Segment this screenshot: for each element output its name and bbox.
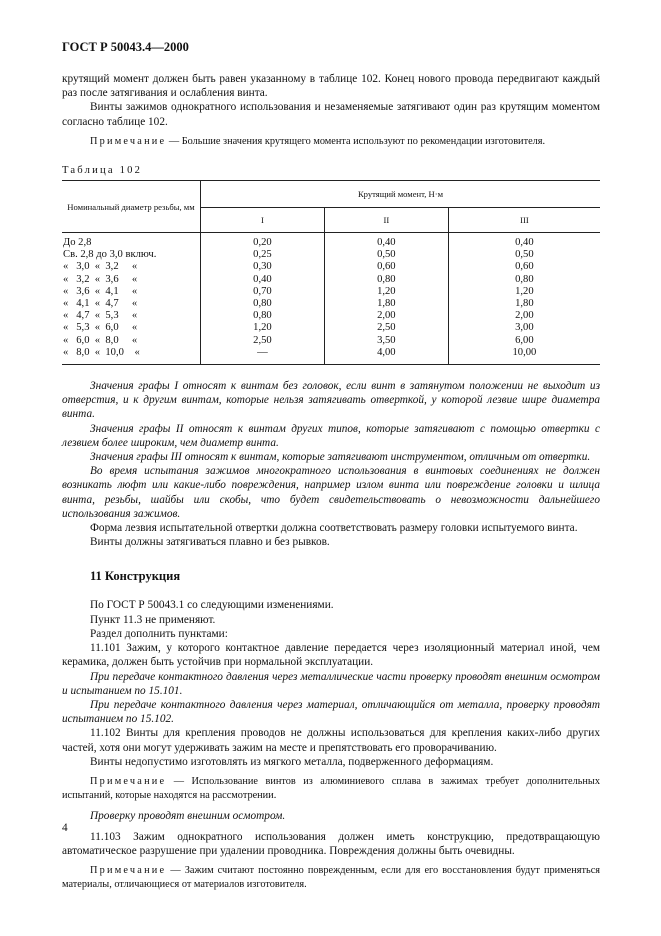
torque-i-cell: 0,80 — [201, 298, 325, 310]
torque-i-cell: 0,40 — [201, 274, 325, 286]
table-row — [62, 310, 600, 322]
paragraph: По ГОСТ Р 50043.1 со следующими изменениями. — [90, 599, 334, 612]
note — [62, 864, 600, 892]
paragraph: Винты недопустимо изготовлять из мягкого металла, подверженного деформациям. — [90, 755, 494, 768]
torque-ii-cell: 0,80 — [324, 274, 448, 286]
torque-iii-cell: 0,40 — [515, 237, 534, 249]
torque-ii-cell: 3,50 — [324, 335, 448, 347]
torque-ii-cell: 2,00 — [324, 310, 448, 322]
diameter-cell: « 6,0 « 8,0 « — [62, 335, 201, 347]
column-header-diameter: Номинальный диаметр резьбы, мм — [62, 181, 201, 233]
paragraph: Во время испытания зажимов многократного использования в винтовых соединениях не должен возникать люфт или какие-либо повреждения, например излом винта или повреждение головки и шлица винта, резьбы, шайбы или скобы, что будет свидетельствовать о невозможности дальнейшего использования зажимов. — [62, 465, 600, 520]
torque-ii-cell: 2,50 — [324, 322, 448, 334]
table-body — [62, 233, 600, 365]
paragraph: При передаче контактного давления через металлические части проверку проводят внешним осмотром и испытанием по 15.101. — [62, 670, 600, 697]
sub-header-i: I — [201, 208, 325, 233]
torque-iii-cell: 0,60 — [515, 261, 534, 273]
paragraph: При передаче контактного давления через материал, отличающийся от металла, проверку проводят испытанием по 15.102. — [62, 698, 600, 726]
diameter-cell: « 3,2 « 3,6 « — [62, 274, 201, 286]
table-row — [62, 286, 600, 298]
diameter-cell: До 2,8 — [62, 233, 201, 250]
torque-i-cell: 2,50 — [201, 335, 325, 347]
note-label: Примечание — [90, 135, 167, 147]
torque-iii-cell: 2,00 — [515, 310, 534, 322]
torque-iii-cell: 6,00 — [515, 334, 534, 346]
torque-ii-cell: 4,00 — [324, 347, 448, 365]
diameter-cell: Св. 2,8 до 3,0 включ. — [62, 249, 201, 261]
note — [62, 135, 600, 149]
paragraph: Значения графы II относят к винтам других типов, которые затягивают с помощью отвертки с лезвием более широким, чем диаметр винта. — [62, 422, 600, 449]
torque-i-cell: 0,70 — [201, 286, 325, 298]
table-row — [62, 322, 600, 334]
note-label: Примечание — [90, 864, 167, 876]
torque-table — [62, 180, 600, 365]
torque-i-cell: 0,80 — [201, 310, 325, 322]
section-title: 11 Конструкция — [90, 569, 181, 584]
note-text: — Использование винтов из алюминиевого сплава в зажимах требует дополнительных испытаний, которые находятся на рассмотрении. — [62, 775, 600, 802]
torque-iii-cell: 3,00 — [515, 322, 534, 334]
paragraph: Пункт 11.3 не применяют. — [90, 613, 216, 626]
torque-iii-cell: 0,50 — [515, 249, 534, 261]
document-header: ГОСТ Р 50043.4—2000 — [62, 40, 189, 54]
diameter-cell: « 3,6 « 4,1 « — [62, 286, 201, 298]
torque-i-cell: — — [201, 347, 325, 365]
table-row — [62, 233, 600, 250]
document-page — [62, 40, 600, 892]
paragraph: Винты должны затягиваться плавно и без рывков. — [90, 536, 330, 549]
diameter-cell: « 4,1 « 4,7 « — [62, 298, 201, 310]
torque-ii-cell: 0,60 — [324, 261, 448, 273]
torque-i-cell: 0,30 — [201, 261, 325, 273]
diameter-cell: « 5,3 « 6,0 « — [62, 322, 201, 334]
table-row — [62, 274, 600, 286]
torque-ii-cell: 0,40 — [324, 233, 448, 250]
table-caption: Таблица 102 — [62, 165, 143, 177]
diameter-cell: « 4,7 « 5,3 « — [62, 310, 201, 322]
note-text: — Большие значения крутящего момента используют по рекомендации изготовителя. — [166, 135, 546, 147]
table-row — [62, 249, 600, 261]
sub-header-ii: II — [324, 208, 448, 233]
torque-ii-cell: 1,20 — [324, 286, 448, 298]
paragraph: Значения графы III относят к винтам, которые затягивают инструментом, отличным от отвертки. — [90, 451, 591, 464]
torque-ii-cell: 0,50 — [324, 249, 448, 261]
torque-ii-cell: 1,80 — [324, 298, 448, 310]
paragraph: 11.103 Зажим однократного использования должен иметь конструкцию, предотвращающую автоматическое разрушение при удалении проводника. Повреждения должны быть очевидны. — [62, 830, 600, 857]
paragraph: Проверку проводят внешним осмотром. — [90, 810, 286, 823]
paragraph: 11.101 Зажим, у которого контактное давление передается через изоляционный материал иной, чем керамика, должен быть устойчив при нормальной эксплуатации. — [62, 642, 600, 669]
torque-i-cell: 0,20 — [201, 233, 325, 250]
sub-header-iii: III — [448, 208, 600, 233]
torque-iii-cell: 0,80 — [515, 273, 534, 285]
paragraph: крутящий момент должен быть равен указанному в таблице 102. Конец нового провода передвигают каждый раз после затягивания и ослабления винта. — [62, 73, 600, 100]
torque-i-cell: 0,25 — [201, 249, 325, 261]
column-header-torque: Крутящий момент, Н·м — [201, 181, 601, 208]
table-row — [62, 261, 600, 273]
note-text: — Зажим считают постоянно поврежденным, если для его восстановления будут применяться материалы, отличающиеся от материалов изготовителя. — [62, 864, 600, 891]
table-row — [62, 347, 600, 365]
torque-iii-cell: 1,80 — [515, 298, 534, 310]
paragraph: Форма лезвия испытательной отвертки должна соответствовать размеру головки испытуемого винта. — [90, 522, 578, 535]
paragraph: Значения графы I относят к винтам без головок, если винт в затянутом положении не выходит из отверстия, и к другим винтам, которые нельзя затягивать отверткой, у которой лезвие шире диаметра винта. — [62, 380, 600, 421]
note-label: Примечание — [90, 775, 167, 787]
torque-i-cell: 1,20 — [201, 322, 325, 334]
note — [62, 775, 600, 803]
torque-iii-cell: 1,20 — [515, 285, 534, 297]
page-number: 4 — [62, 822, 68, 834]
diameter-cell: « 8,0 « 10,0 « — [62, 347, 201, 365]
paragraph: Винты зажимов однократного использования и незаменяемые затягивают один раз крутящим моментом согласно таблице 102. — [62, 101, 600, 128]
paragraph: 11.102 Винты для крепления проводов не должны использоваться для крепления каких-либо других частей, хотя они могут удерживать зажим на месте и препятствовать его проворачиванию. — [62, 727, 600, 754]
torque-iii-cell: 10,00 — [448, 347, 600, 365]
paragraph: Раздел дополнить пунктами: — [90, 627, 228, 640]
table-row — [62, 335, 600, 347]
diameter-cell: « 3,0 « 3,2 « — [62, 261, 201, 273]
table-row — [62, 298, 600, 310]
